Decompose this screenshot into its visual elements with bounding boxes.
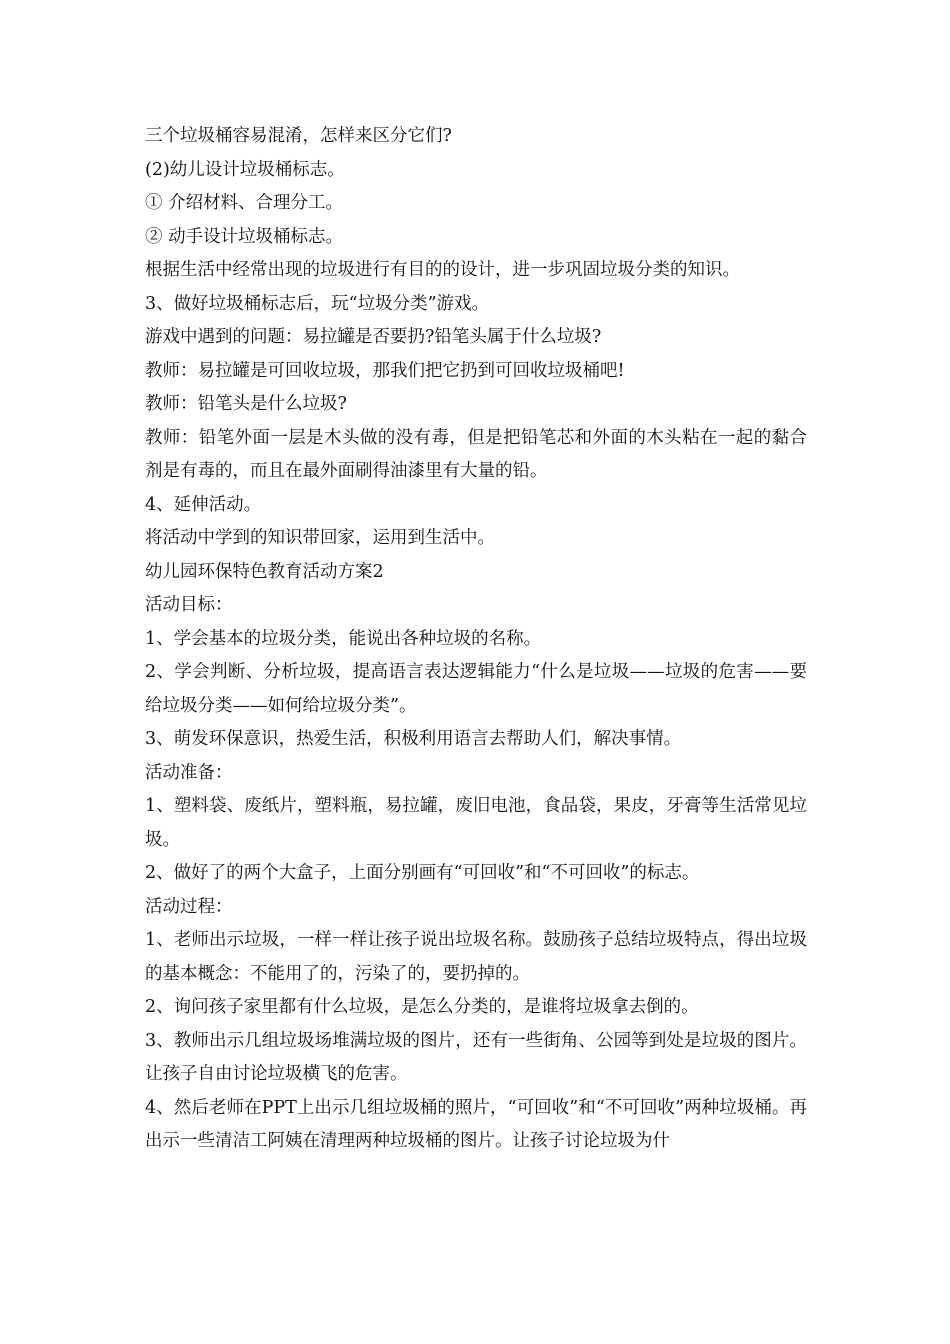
paragraph: 4、延伸活动。 [145, 494, 262, 515]
document-body [145, 120, 807, 1159]
paragraph: 教师：铅笔头是什么垃圾? [145, 394, 347, 414]
paragraph: 根据生活中经常出现的垃圾进行有目的的设计，进一步巩固垃圾分类的知识。 [145, 260, 740, 280]
paragraph: 2、询问孩子家里都有什么垃圾，是怎么分类的，是谁将垃圾拿去倒的。 [145, 997, 699, 1017]
paragraph: (2)幼儿设计垃圾桶标志。 [145, 159, 345, 180]
paragraph: 游戏中遇到的问题：易拉罐是否要扔?铅笔头属于什么垃圾? [145, 327, 602, 347]
paragraph: 教师：铅笔外面一层是木头做的没有毒，但是把铅笔芯和外面的木头粘在一起的黏合剂是有毒的，而且在最外面刷得油漆里有大量的铅。 [145, 427, 807, 481]
paragraph: ① 介绍材料、合理分工。 [145, 193, 344, 213]
paragraph: 2、做好了的两个大盒子，上面分别画有“可回收”和“不可回收”的标志。 [145, 863, 700, 883]
paragraph: 活动过程： [145, 896, 233, 917]
paragraph: 活动准备： [145, 762, 233, 783]
paragraph: 活动目标： [145, 595, 233, 615]
paragraph: 将活动中学到的知识带回家，运用到生活中。 [145, 528, 495, 548]
paragraph: 三个垃圾桶容易混淆，怎样来区分它们? [145, 126, 452, 146]
section-title: 幼儿园环保特色教育活动方案2 [145, 561, 384, 582]
paragraph: 教师：易拉罐是可回收垃圾，那我们把它扔到可回收垃圾桶吧! [145, 360, 625, 381]
paragraph: 2、学会判断、分析垃圾，提高语言表达逻辑能力“什么是垃圾——垃圾的危害——要给垃圾分类——如何给垃圾分类”。 [145, 662, 807, 716]
paragraph: 1、塑料袋、废纸片，塑料瓶，易拉罐，废旧电池，食品袋，果皮，牙膏等生活常见垃圾。 [145, 796, 807, 850]
paragraph: 3、做好垃圾桶标志后，玩“垃圾分类”游戏。 [145, 293, 490, 314]
paragraph: 3、教师出示几组垃圾场堆满垃圾的图片，还有一些街角、公园等到处是垃圾的图片。让孩子自由讨论垃圾横飞的危害。 [145, 1030, 807, 1084]
paragraph: 1、学会基本的垃圾分类，能说出各种垃圾的名称。 [145, 628, 542, 649]
paragraph: 4、然后老师在PPT上出示几组垃圾桶的照片，“可回收”和“不可回收”两种垃圾桶。再出示一些清洁工阿姨在清理两种垃圾桶的图片。让孩子讨论垃圾为什 [145, 1097, 807, 1151]
paragraph: ② 动手设计垃圾桶标志。 [145, 226, 344, 247]
paragraph: 1、老师出示垃圾，一样一样让孩子说出垃圾名称。鼓励孩子总结垃圾特点，得出垃圾的基本概念：不能用了的，污染了的，要扔掉的。 [145, 930, 807, 984]
paragraph: 3、萌发环保意识，热爱生活，积极利用语言去帮助人们，解决事情。 [145, 729, 682, 749]
